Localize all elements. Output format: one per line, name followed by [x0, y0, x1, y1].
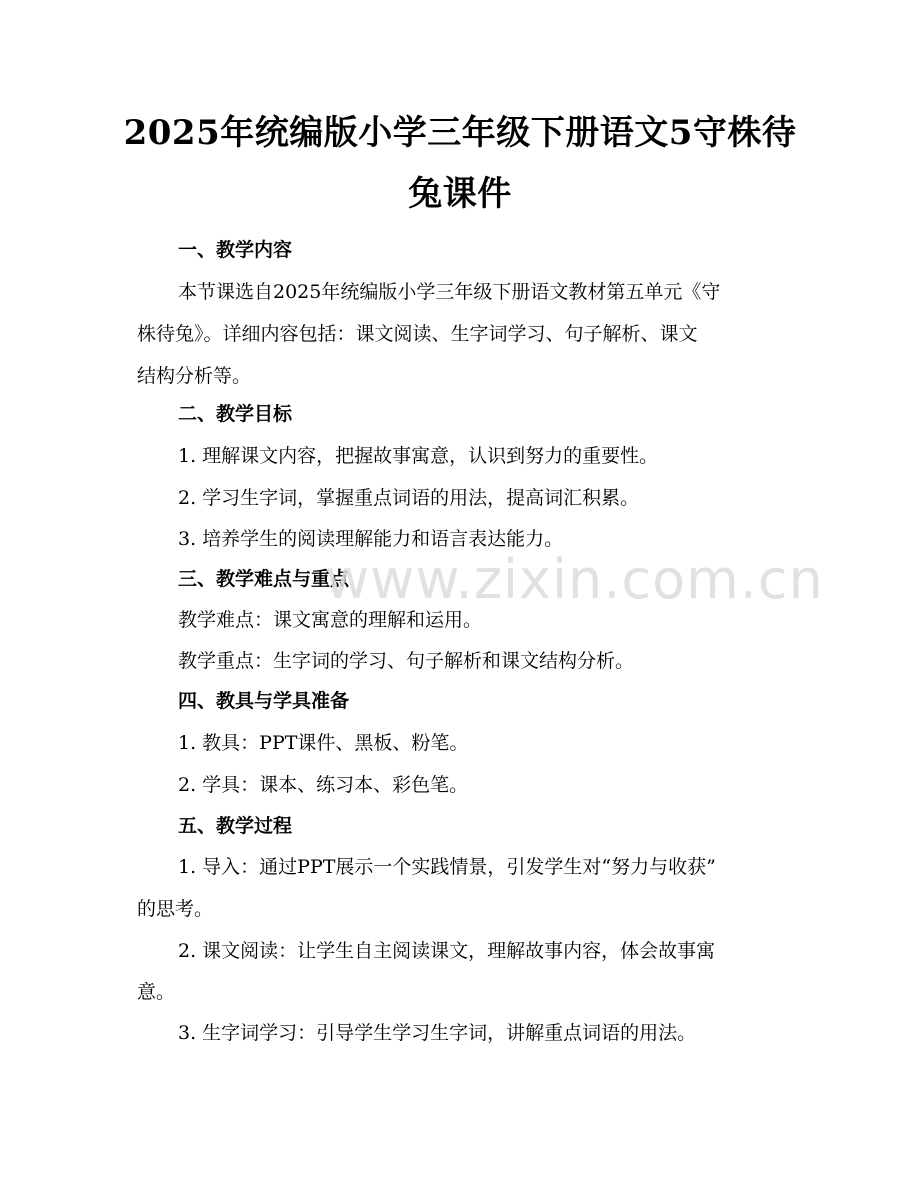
key-point-text: 教学重点：生字词的学习、句子解析和课文结构分析。 [178, 650, 635, 672]
objective-item: 2. 学习生字词，掌握重点词语的用法，提高词汇积累。 [178, 487, 640, 509]
process-item-line: 3. 生字词学习：引导学生学习生字词，讲解重点词语的用法。 [178, 1022, 697, 1044]
process-item-line: 的思考。 [137, 898, 214, 920]
section-heading-process: 五、教学过程 [178, 815, 293, 837]
objective-item: 1. 理解课文内容，把握故事寓意，认识到努力的重要性。 [178, 445, 659, 467]
section-heading-objectives: 二、教学目标 [178, 403, 293, 425]
difficulty-text: 教学难点：课文寓意的理解和运用。 [178, 609, 483, 631]
section-heading-content: 一、教学内容 [178, 239, 293, 261]
content-paragraph-line: 本节课选自2025年统编版小学三年级下册语文教材第五单元《守 [178, 281, 721, 303]
document-title-line-2: 兔课件 [408, 174, 512, 214]
content-paragraph-line: 株待兔》。详细内容包括：课文阅读、生字词学习、句子解析、课文 [137, 323, 698, 345]
materials-item: 2. 学具：课本、练习本、彩色笔。 [178, 774, 469, 796]
objective-item: 3. 培养学生的阅读理解能力和语言表达能力。 [178, 528, 564, 550]
materials-item: 1. 教具：PPT课件、黑板、粉笔。 [178, 732, 469, 754]
section-heading-materials: 四、教具与学具准备 [178, 690, 350, 712]
document-title-line-1: 2025年统编版小学三年级下册语文5守株待 [123, 113, 797, 153]
process-item-line: 2. 课文阅读：让学生自主阅读课文，理解故事内容，体会故事寓 [178, 940, 716, 962]
section-heading-difficulties: 三、教学难点与重点 [178, 568, 350, 590]
process-item-line: 意。 [137, 981, 176, 1003]
process-item-line: 1. 导入：通过PPT展示一个实践情景，引发学生对“努力与收获” [178, 856, 716, 878]
site-watermark: www.zixin.com.cn [325, 548, 824, 611]
content-paragraph-line: 结构分析等。 [137, 365, 252, 387]
